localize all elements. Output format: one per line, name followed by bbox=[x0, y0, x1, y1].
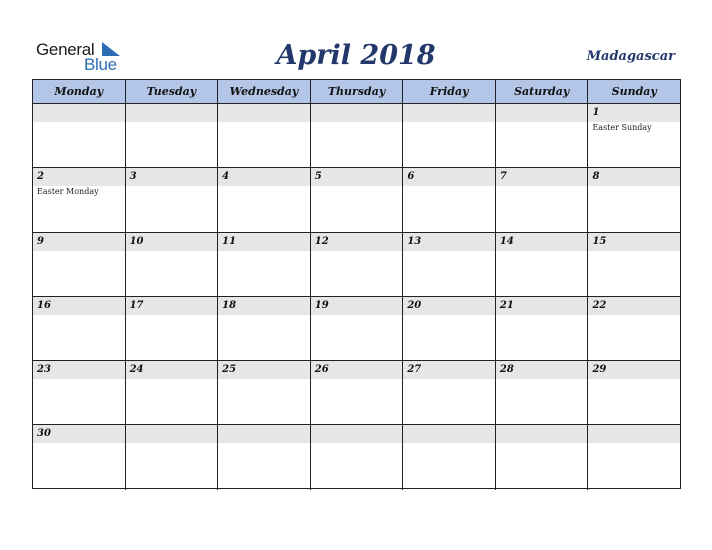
day-number: 25 bbox=[222, 364, 237, 376]
day-number: 22 bbox=[592, 299, 607, 311]
week-row bbox=[33, 425, 680, 489]
day-cell bbox=[496, 297, 589, 360]
day-number-band bbox=[496, 425, 588, 443]
day-cell bbox=[588, 297, 680, 360]
day-cell bbox=[126, 168, 219, 231]
day-number: 2 bbox=[37, 171, 44, 183]
day-number: 21 bbox=[499, 299, 514, 311]
day-cell bbox=[403, 233, 496, 296]
day-number-band bbox=[218, 104, 310, 122]
day-cell bbox=[588, 233, 680, 296]
day-cell bbox=[126, 425, 219, 489]
day-cell bbox=[311, 168, 404, 231]
day-number: 19 bbox=[314, 299, 329, 311]
weekday-header-row bbox=[33, 80, 680, 104]
day-number-band bbox=[311, 425, 403, 443]
day-cell bbox=[33, 104, 126, 167]
day-number: 5 bbox=[314, 171, 322, 183]
day-number: 24 bbox=[129, 364, 144, 376]
day-cell bbox=[403, 104, 496, 167]
day-number: 13 bbox=[407, 235, 422, 247]
day-number-band bbox=[33, 297, 125, 315]
day-number: 23 bbox=[37, 364, 51, 376]
day-number: 10 bbox=[129, 235, 144, 247]
day-number-band bbox=[33, 168, 125, 186]
day-cell bbox=[496, 168, 589, 231]
day-number: 11 bbox=[222, 235, 237, 247]
day-number-band bbox=[33, 425, 125, 443]
day-cell bbox=[33, 425, 126, 489]
day-number-band bbox=[126, 168, 218, 186]
day-cell bbox=[311, 361, 404, 424]
day-cell bbox=[403, 297, 496, 360]
day-number-band bbox=[403, 297, 495, 315]
day-number-band bbox=[311, 168, 403, 186]
holiday-label: Easter Monday bbox=[37, 187, 99, 197]
day-cell bbox=[33, 297, 126, 360]
day-cell bbox=[218, 233, 311, 296]
day-number-band bbox=[218, 361, 310, 379]
day-number-band bbox=[403, 233, 495, 251]
holiday-label: Easter Sunday bbox=[592, 123, 652, 132]
day-cell bbox=[126, 361, 219, 424]
day-cell bbox=[496, 233, 589, 296]
day-number: 16 bbox=[37, 299, 51, 311]
day-number-band bbox=[403, 104, 495, 122]
day-number-band bbox=[588, 361, 680, 379]
day-number-band bbox=[126, 104, 218, 122]
day-number-band bbox=[126, 361, 218, 379]
day-cell bbox=[496, 361, 589, 424]
day-cell bbox=[403, 168, 496, 231]
day-cell bbox=[33, 168, 126, 231]
day-number-band bbox=[218, 425, 310, 443]
day-number-band bbox=[33, 233, 125, 251]
day-number: 14 bbox=[499, 235, 514, 247]
weekday-header: Wednesday bbox=[218, 80, 311, 103]
week-row bbox=[33, 361, 680, 425]
week-row bbox=[33, 168, 680, 232]
day-number-band bbox=[496, 104, 588, 122]
day-number-band bbox=[311, 104, 403, 122]
day-cell bbox=[126, 233, 219, 296]
day-number: 28 bbox=[499, 364, 514, 376]
logo-text-blue: Blue bbox=[84, 55, 117, 74]
day-number: 7 bbox=[499, 171, 507, 183]
weekday-header: Tuesday bbox=[126, 80, 219, 103]
day-number-band bbox=[311, 361, 403, 379]
calendar-title: April 2018 bbox=[276, 40, 436, 71]
day-number-band bbox=[218, 168, 310, 186]
day-number: 20 bbox=[407, 299, 422, 311]
day-number: 8 bbox=[592, 171, 600, 183]
day-number-band bbox=[588, 297, 680, 315]
logo-text-general: General bbox=[36, 40, 95, 59]
country-label: Madagascar bbox=[586, 49, 675, 64]
day-number: 3 bbox=[129, 171, 137, 183]
day-number-band bbox=[403, 361, 495, 379]
day-cell bbox=[403, 361, 496, 424]
day-cell bbox=[218, 425, 311, 489]
day-cell bbox=[403, 425, 496, 489]
day-cell bbox=[588, 168, 680, 231]
day-cell bbox=[311, 104, 404, 167]
calendar-grid bbox=[32, 79, 681, 489]
day-number: 30 bbox=[37, 428, 51, 440]
day-number: 26 bbox=[314, 364, 329, 376]
day-cell bbox=[311, 233, 404, 296]
day-number: 12 bbox=[314, 235, 329, 247]
day-cell bbox=[33, 233, 126, 296]
day-number-band bbox=[311, 297, 403, 315]
day-cell bbox=[496, 104, 589, 167]
day-cell bbox=[588, 361, 680, 424]
day-cell bbox=[218, 168, 311, 231]
day-cell bbox=[218, 104, 311, 167]
day-cell bbox=[218, 297, 311, 360]
day-number: 4 bbox=[222, 171, 230, 183]
day-number-band bbox=[218, 233, 310, 251]
day-number-band bbox=[588, 168, 680, 186]
weeks-container bbox=[33, 104, 680, 490]
week-row bbox=[33, 104, 680, 168]
day-number: 18 bbox=[222, 299, 237, 311]
day-number-band bbox=[496, 233, 588, 251]
day-number: 1 bbox=[592, 107, 600, 118]
day-number-band bbox=[403, 168, 495, 186]
day-number-band bbox=[126, 425, 218, 443]
day-number-band bbox=[496, 168, 588, 186]
day-number: 6 bbox=[407, 171, 415, 183]
day-number: 29 bbox=[592, 364, 607, 376]
day-number-band bbox=[33, 361, 125, 379]
day-number-band bbox=[588, 233, 680, 251]
day-cell bbox=[588, 104, 680, 167]
day-number-band bbox=[33, 104, 125, 122]
weekday-header: Monday bbox=[33, 80, 126, 103]
day-cell bbox=[126, 104, 219, 167]
day-number: 27 bbox=[407, 364, 422, 376]
day-number-band bbox=[126, 297, 218, 315]
week-row bbox=[33, 233, 680, 297]
day-number-band bbox=[311, 233, 403, 251]
day-number-band bbox=[588, 104, 680, 122]
weekday-header: Friday bbox=[403, 80, 496, 103]
day-number-band bbox=[496, 297, 588, 315]
day-number-band bbox=[588, 425, 680, 443]
week-row bbox=[33, 297, 680, 361]
day-number-band bbox=[126, 233, 218, 251]
day-number-band bbox=[403, 425, 495, 443]
day-cell bbox=[218, 361, 311, 424]
day-number: 15 bbox=[592, 235, 607, 247]
weekday-header: Sunday bbox=[611, 85, 657, 98]
day-number: 9 bbox=[37, 235, 44, 247]
day-cell bbox=[496, 425, 589, 489]
day-cell bbox=[126, 297, 219, 360]
day-number-band bbox=[496, 361, 588, 379]
day-cell bbox=[311, 425, 404, 489]
day-number: 17 bbox=[129, 299, 144, 311]
day-cell bbox=[588, 425, 680, 489]
day-cell bbox=[33, 361, 126, 424]
weekday-header: Thursday bbox=[311, 80, 404, 103]
day-cell bbox=[311, 297, 404, 360]
day-number-band bbox=[218, 297, 310, 315]
weekday-header: Saturday bbox=[496, 80, 589, 103]
